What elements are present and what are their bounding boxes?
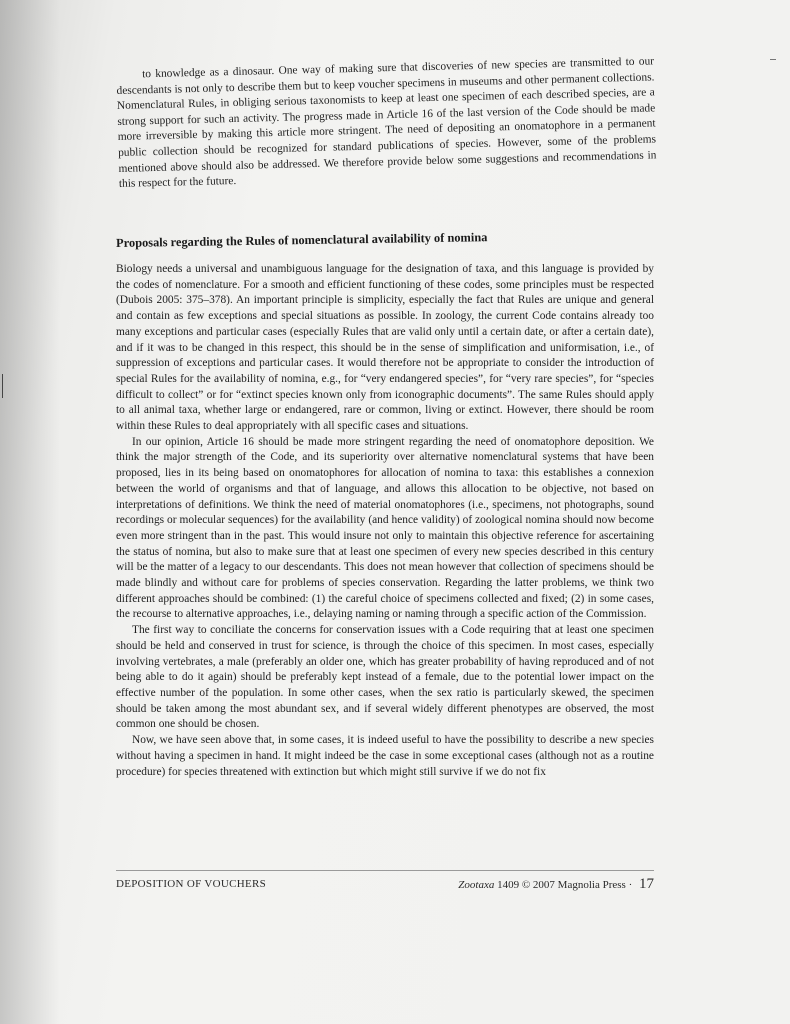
page-gutter-shadow [0,0,60,1024]
section-heading: Proposals regarding the Rules of nomenclatural availability of nomina [116,230,488,250]
journal-volume: 1409 [497,879,520,891]
body-text-block [116,262,654,780]
journal-name: Zootaxa [458,879,495,891]
top-text-block [116,54,657,192]
footer-separator: · [628,879,633,891]
footer-divider [116,870,654,871]
margin-mark [2,374,3,398]
paragraph: Now, we have seen above that, in some cases, it is indeed useful to have the possibility to describe a new species without having a specimen in hand. It might indeed be the case in some exceptional cases (although not as a routine procedure) for species threatened with extinction but which might still survive if we do not fix [116,734,654,778]
page-number: 17 [639,876,654,892]
margin-dash [770,59,776,60]
paragraph: The first way to conciliate the concerns for conservation issues with a Code requiring that at least one specimen should be held and conserved in trust for science, is through the choice of this specimen. In most cases, especially involving vertebrates, a male (preferably an older one, which has greater probability of having reproduced and of not being able to do it again) should be preferably kept instead of a female, due to the potential lower impact on the effective number of the population. In some other cases, when the sex ratio is particularly skewed, the specimen should be taken among the most abundant sex, and if several widely different phenotypes are observed, the most common one should be chosen. [116,624,654,731]
copyright-notice: © 2007 Magnolia Press [521,879,626,891]
paragraph: Biology needs a universal and unambiguous language for the designation of taxa, and this language is provided by the codes of nomenclature. For a smooth and efficient functioning of these codes, some principles must be respected (Dubois 2005: 375–378). An important principle is simplicity, especially the fact that Rules are unique and general and contain as few exceptions and special situations as possible. In zoology, the current Code contains already too many exceptions and particular cases (especially Rules that are valid only until a certain date, or after a certain date), and if it was to be changed in this respect, this should be in the sense of simplification and uniformisation, i.e., of suppression of exceptions and particular cases. It would therefore not be appropriate to consider the introduction of special Rules for the availability of nomina, e.g., for “very endangered species”, for “very rare species”, for “species difficult to collect” or for “extinct species known only from iconographic documents”. The same Rules should apply to all animal taxa, whether large or endangered, rare or common, living or extinct. However, there should be room within these Rules to deal appropriately with all specific cases and situations. [116,263,654,433]
footer-citation [458,876,654,893]
paragraph: In our opinion, Article 16 should be made more stringent regarding the need of onomatophore deposition. We think the major strength of the Code, and its superiority over alternative nomenclatural systems that have been proposed, lies in its being based on onomatophores for allocation of nomina to taxa: this establishes a connexion between the world of organisms and that of language, and allows this allocation to be objective, not based on interpretations of definitions. We think the need of material onomatophores (i.e., specimens, not photographs, sound recordings or molecular sequences) for the availability (and hence validity) of zoological nomina should now become even more stringent than in the past. This would insure not only to maintain this objective reference for ascertaining the status of nomina, but also to make sure that at least one specimen of every new species described in this century will be the matter of a legacy to our descendants. This does not mean however that collection of specimens should be made blindly and without care for problems of species conservation. Regarding the latter problems, we think two different approaches should be combined: (1) the careful choice of specimens collected and fixed; (2) in some cases, the recourse to alternative approaches, i.e., delaying naming or naming through a specific action of the Commission. [116,435,654,621]
running-title: DEPOSITION OF VOUCHERS [116,878,267,890]
paragraph: to knowledge as a dinosaur. One way of making sure that discoveries of new species are transmitted to our descendants is not only to describe them but to keep voucher specimens in museums and other permanent collections. Nomenclatural Rules, in obliging serious taxonomists to keep at least one specimen of each described species, are a strong support for such an activity. The progress made in Article 16 of the last version of the Code should be made more irreversible by making this article more stringent. The need of depositing an onomatophore in a permanent public collection should be recognized for standard publications of species. However, some of the problems mentioned above should also be addressed. We therefore provide below some suggestions and recommendations in this respect for the future. [116,55,657,191]
